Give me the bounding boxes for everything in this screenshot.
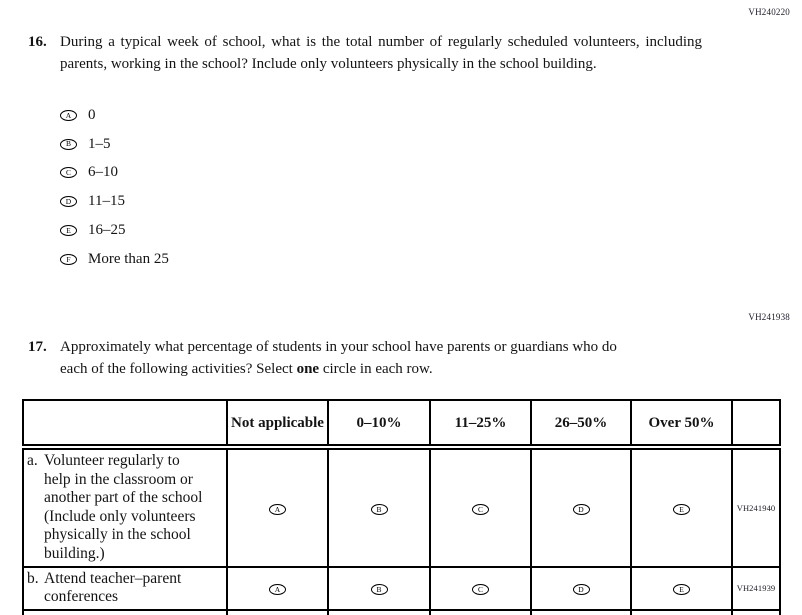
matrix-row-a	[23, 447, 780, 567]
row-b-cell-0-10	[328, 567, 430, 610]
row-b-prefix: b.	[27, 569, 39, 587]
question-16-text: During a typical week of school, what is the total number of regularly scheduled volunteers, including parents, working in the school? Include only volunteers physically in the school building.	[60, 34, 702, 72]
radio-bubble-c[interactable]: C	[472, 504, 489, 515]
radio-bubble-d[interactable]: D	[60, 196, 77, 207]
row-a-cell-over-50	[631, 447, 732, 567]
option-label-b: 1–5	[88, 135, 111, 152]
question-16-number: 16.	[28, 34, 47, 50]
col-header-11-25: 11–25%	[430, 400, 531, 447]
col-header-0-10: 0–10%	[328, 400, 430, 447]
radio-bubble-d[interactable]: D	[573, 584, 590, 595]
matrix-corner-cell	[23, 400, 227, 447]
option-label-c: 6–10	[88, 164, 118, 181]
row-b-cell-26-50	[531, 567, 631, 610]
q16-option-f	[60, 245, 169, 274]
row-b-label: Attend teacher–parent conferences	[44, 569, 182, 606]
q16-option-e	[60, 216, 169, 245]
q17-text-after: circle in each row.	[319, 361, 433, 377]
row-b-cell-11-25	[430, 567, 531, 610]
q17-bold-word: one	[296, 361, 320, 377]
row-b-item-code: VH241939	[732, 567, 780, 610]
radio-bubble-e[interactable]: E	[673, 504, 690, 515]
row-a-cell-0-10	[328, 447, 430, 567]
q17-response-matrix	[22, 399, 781, 615]
radio-bubble-a[interactable]: A	[269, 504, 286, 515]
question-17	[28, 336, 728, 380]
option-label-f: More than 25	[88, 250, 169, 267]
question-17-text	[60, 336, 646, 380]
matrix-header-row	[23, 400, 780, 447]
radio-bubble-a[interactable]: A	[269, 584, 286, 595]
question-16-options	[60, 101, 169, 274]
row-a-label: Volunteer regularly to help in the classroom or another part of the school (Include only volunteers physically in the school building.)	[44, 452, 203, 562]
radio-bubble-a[interactable]: A	[60, 110, 77, 121]
row-b-cell-not-applicable	[227, 567, 328, 610]
radio-bubble-e[interactable]: E	[673, 584, 690, 595]
option-label-d: 11–15	[88, 193, 125, 210]
row-a-item-code: VH241940	[732, 447, 780, 567]
row-b-cell-over-50	[631, 567, 732, 610]
q17-text-before: Approximately what percentage of students in your school have parents or guardians who do each of the following activities? Select	[60, 339, 617, 377]
matrix-row-cutoff	[23, 610, 780, 615]
q16-option-b	[60, 130, 169, 159]
option-label-a: 0	[88, 106, 96, 123]
option-label-e: 16–25	[88, 222, 126, 239]
col-header-over-50: Over 50%	[631, 400, 732, 447]
q16-option-a	[60, 101, 169, 130]
row-b-stem	[23, 567, 227, 610]
radio-bubble-b[interactable]: B	[60, 139, 77, 150]
col-header-code	[732, 400, 780, 447]
col-header-26-50: 26–50%	[531, 400, 631, 447]
radio-bubble-b[interactable]: B	[371, 584, 388, 595]
matrix-row-b	[23, 567, 780, 610]
q16-option-d	[60, 187, 169, 216]
radio-bubble-e[interactable]: E	[60, 225, 77, 236]
question-17-number: 17.	[28, 339, 47, 355]
question-16	[28, 31, 728, 75]
radio-bubble-c[interactable]: C	[472, 584, 489, 595]
row-a-stem	[23, 447, 227, 567]
item-code-q17: VH241938	[748, 312, 790, 322]
item-code-q16: VH240220	[748, 7, 790, 17]
col-header-not-applicable: Not applicable	[227, 400, 328, 447]
q16-option-c	[60, 159, 169, 188]
radio-bubble-f[interactable]: F	[60, 254, 77, 265]
row-a-cell-26-50	[531, 447, 631, 567]
row-a-cell-not-applicable	[227, 447, 328, 567]
radio-bubble-c[interactable]: C	[60, 167, 77, 178]
radio-bubble-d[interactable]: D	[573, 504, 590, 515]
radio-bubble-b[interactable]: B	[371, 504, 388, 515]
row-a-prefix: a.	[27, 452, 38, 469]
row-a-cell-11-25	[430, 447, 531, 567]
